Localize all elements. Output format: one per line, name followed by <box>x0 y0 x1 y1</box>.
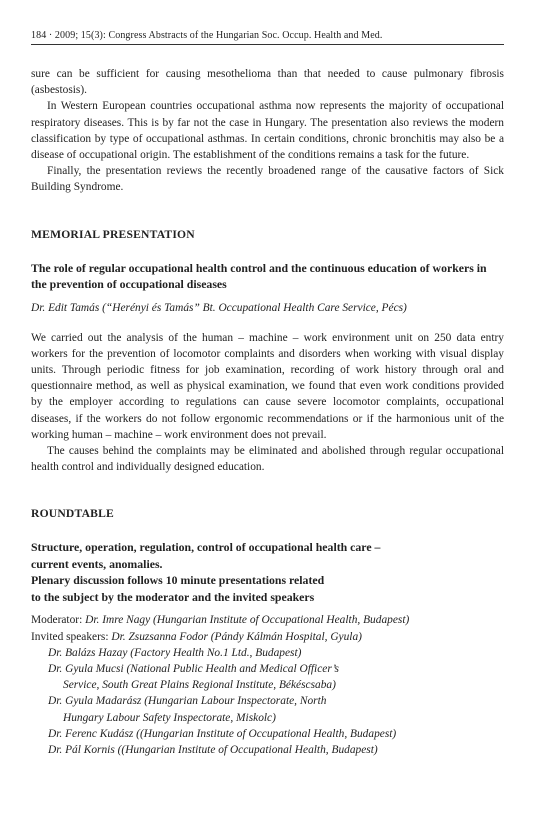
speaker-line: Dr. Pál Kornis ((Hungarian Institute of Occupational Health, Budapest) <box>48 744 378 757</box>
speaker-entry <box>31 661 504 693</box>
speaker-entry <box>31 726 504 742</box>
speaker-line: Dr. Gyula Mucsi (National Public Health and Medical Officer’s <box>48 663 339 676</box>
speaker-line-continued: Service, South Great Plains Regional Institute, Békéscsaba) <box>63 679 336 692</box>
memorial-paragraph-2: The causes behind the complaints may be eliminated and abolished through regular occupational health control and individually designed education. <box>31 445 504 474</box>
memorial-section-title: MEMORIAL PRESENTATION <box>31 227 195 241</box>
speaker-line: Dr. Gyula Madarász (Hungarian Labour Inspectorate, North <box>48 695 327 708</box>
roundtable-title-line-4: to the subject by the moderator and the invited speakers <box>31 589 315 604</box>
moderator-label: Moderator: <box>31 614 83 627</box>
first-speaker: Dr. Zsuzsanna Fodor (Pándy Kálmán Hospital, Gyula) <box>111 630 362 643</box>
intro-paragraph-1: sure can be sufficient for causing mesothelioma than that needed to cause pulmonary fibrosis (asbestosis). <box>31 68 504 97</box>
roundtable-title-line-3: Plenary discussion follows 10 minute presentations related <box>31 573 325 588</box>
roundtable-section-title: ROUNDTABLE <box>31 507 114 521</box>
roundtable-title-line-2: current events, anomalies. <box>31 556 163 571</box>
speaker-line-continued: Hungary Labour Safety Inspectorate, Miskolc) <box>63 711 276 724</box>
memorial-author: Dr. Edit Tamás (“Herényi és Tamás” Bt. Occupational Health Care Service, Pécs) <box>31 301 407 314</box>
memorial-paragraph-1: We carried out the analysis of the human – machine – work environment unit on 250 data entry workers for the prevention of locomotor complaints and disorders when working with visual display units. Through periodic fitness for job examination, recording of work history through oral and questionnaire method, as well as physical examination, we found that even work conditions provided by the employer according to regulations can cause severe locomotor complaints, occupational diseases, if the workers do not follow ergonomic recommendations or if the harmonious unit of the working human – machine – work environment does not prevail. <box>31 331 504 441</box>
moderator-name: Dr. Imre Nagy (Hungarian Institute of Occupational Health, Budapest) <box>85 614 410 627</box>
roundtable-title-line-1: Structure, operation, regulation, control of occupational health care – <box>31 540 381 555</box>
participants-block <box>31 612 504 758</box>
moderator-line <box>31 612 504 628</box>
intro-paragraph-2: In Western European countries occupational asthma now represents the majority of occupational respiratory diseases. This is by far not the case in Hungary. The presentation also reviews the modern classification by type of occupational asthmas. In certain conditions, chronic bronchitis may also be a disease of occupational origin. The establishment of the conditions remains a task for the future. <box>31 100 504 162</box>
intro-paragraph-3: Finally, the presentation reviews the recently broadened range of the causative factors of Sick Building Syndrome. <box>31 165 504 194</box>
running-header: 184 · 2009; 15(3): Congress Abstracts of the Hungarian Soc. Occup. Health and Med. <box>31 30 504 45</box>
memorial-talk-title: The role of regular occupational health control and the continuous education of workers in the prevention of occupational diseases <box>31 260 487 292</box>
speaker-entry <box>31 742 504 758</box>
speaker-line: Dr. Balázs Hazay (Factory Health No.1 Ltd., Budapest) <box>48 646 302 659</box>
invited-speakers-line <box>31 629 504 645</box>
speakers-label: Invited speakers: <box>31 630 109 643</box>
speaker-line: Dr. Ferenc Kudász ((Hungarian Institute of Occupational Health, Budapest) <box>48 727 397 740</box>
roundtable-title <box>31 539 504 605</box>
speaker-entry <box>31 693 504 725</box>
journal-page <box>31 30 504 758</box>
speaker-entry <box>31 645 504 661</box>
